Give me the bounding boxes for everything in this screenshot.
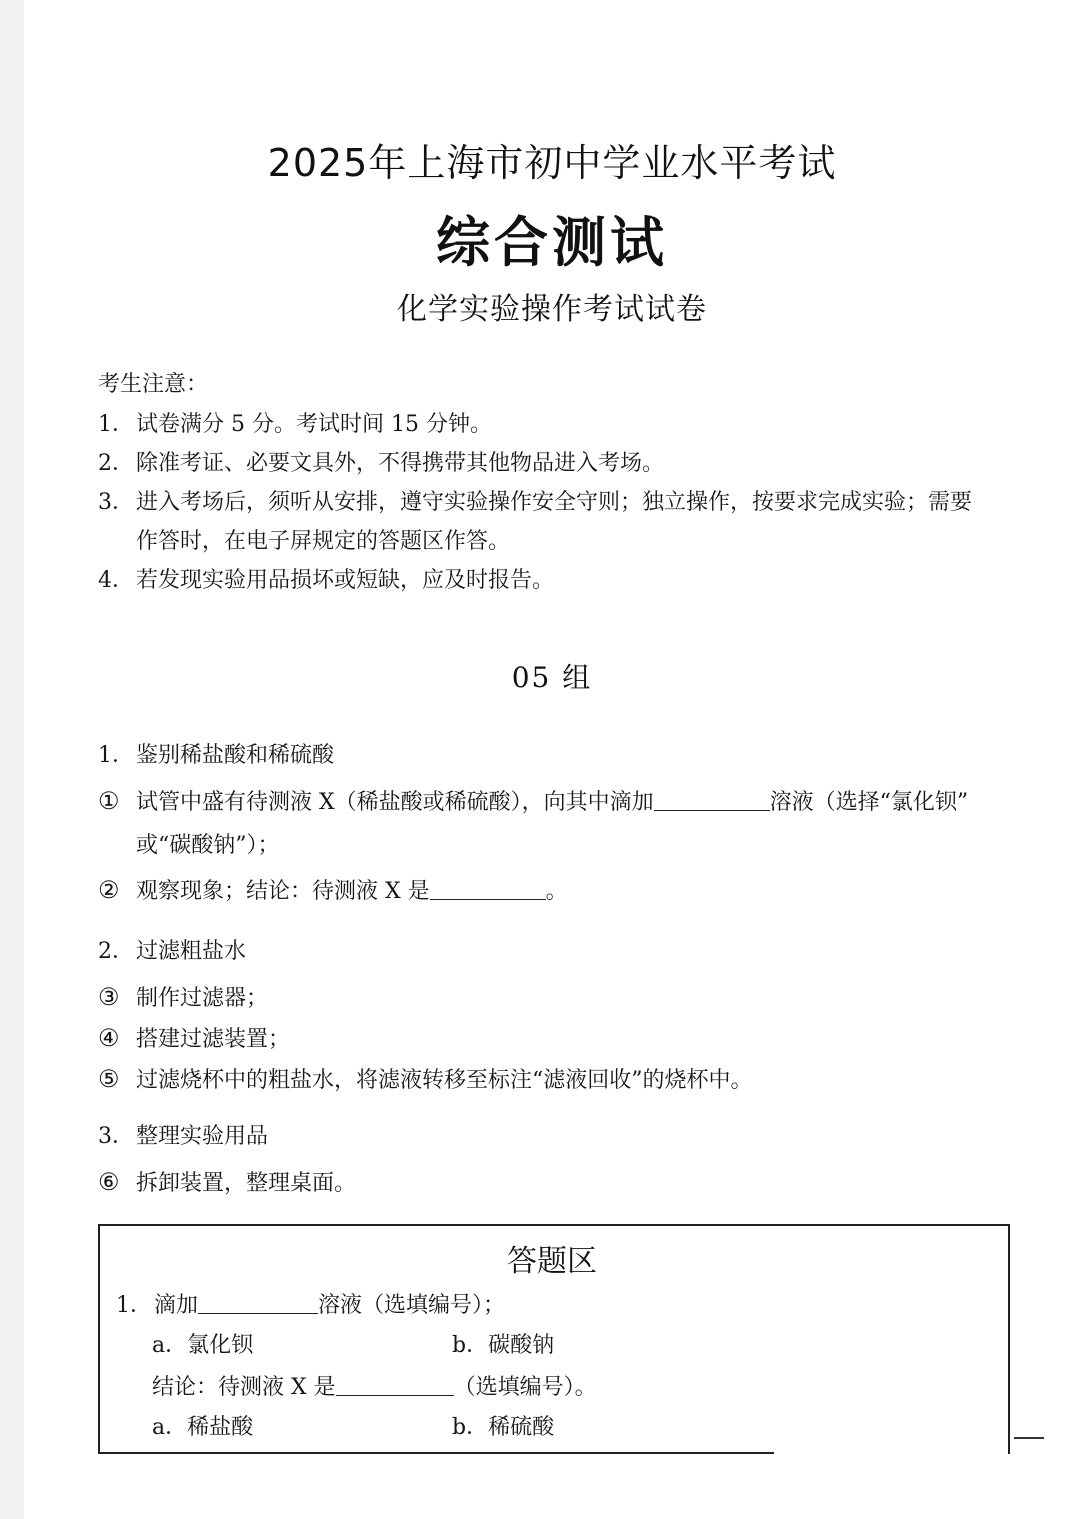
answer-question-1 xyxy=(116,1291,505,1320)
task-number: 1． xyxy=(98,743,134,768)
step-text: 。 xyxy=(545,879,568,904)
task-2-step-5 xyxy=(98,1065,753,1095)
step-marker: ① xyxy=(98,787,120,815)
step-text: 拆卸装置，整理桌面。 xyxy=(136,1171,357,1196)
task-1-heading xyxy=(98,742,334,770)
exam-subject: 综合测试 xyxy=(436,211,668,274)
step-marker: ⑤ xyxy=(98,1065,120,1093)
task-3-step-6 xyxy=(98,1168,356,1198)
task-2-step-4 xyxy=(98,1024,290,1054)
answer-text: 溶液（选填编号）； xyxy=(318,1293,506,1318)
exam-title: 2025年上海市初中学业水平考试 xyxy=(267,141,837,185)
answer-area-title: 答题区 xyxy=(507,1244,597,1279)
task-title: 鉴别稀盐酸和稀硫酸 xyxy=(136,743,335,768)
exam-page xyxy=(24,0,1080,1519)
answer-text: 结论：待测液 X 是 xyxy=(152,1375,336,1400)
task-title: 整理实验用品 xyxy=(136,1124,269,1149)
answer-option-a-hydrochloric-acid: a．稀盐酸 xyxy=(152,1415,254,1440)
answer-option-b-sodium-carbonate: b．碳酸钠 xyxy=(452,1333,555,1358)
task-1-step-2 xyxy=(98,876,568,906)
answer-option-a-barium-chloride: a．氯化钡 xyxy=(152,1333,254,1358)
answer-blank-2[interactable] xyxy=(336,1373,454,1396)
task-number: 3． xyxy=(98,1124,134,1149)
answer-area-bottom-border xyxy=(98,1452,774,1454)
task-3-heading xyxy=(98,1123,268,1151)
answer-text: 滴加 xyxy=(154,1293,199,1318)
task-1-step-1-continued: 或“碳酸钠”）； xyxy=(136,833,280,858)
notice-item-text: 试卷满分 5 分。考试时间 15 分钟。 xyxy=(136,412,492,437)
step-text: 试管中盛有待测液 X（稀盐酸或稀硫酸），向其中滴加 xyxy=(136,790,654,815)
group-label: 05 组 xyxy=(511,661,593,694)
notice-item-1 xyxy=(98,411,492,439)
notice-item-number: 2． xyxy=(98,451,134,476)
edge-mark xyxy=(1014,1437,1044,1439)
task-1-step-1 xyxy=(98,787,968,817)
step-text: 溶液（选择“氯化钡” xyxy=(769,790,969,815)
step-marker: ⑥ xyxy=(98,1168,120,1196)
answer-number: 1． xyxy=(116,1293,152,1318)
fill-in-blank xyxy=(430,877,546,900)
notice-item-text: 除准考证、必要文具外，不得携带其他物品进入考场。 xyxy=(136,451,665,476)
step-marker: ④ xyxy=(98,1024,120,1052)
exam-paper-name: 化学实验操作考试试卷 xyxy=(397,292,707,327)
notice-item-number: 4． xyxy=(98,568,134,593)
notice-item-2 xyxy=(98,450,664,478)
answer-conclusion xyxy=(152,1373,597,1402)
notice-item-number: 3． xyxy=(98,490,134,515)
notice-item-text: 进入考场后，须听从安排，遵守实验操作安全守则；独立操作，按要求完成实验；需要 xyxy=(136,490,973,515)
notice-item-3-continued: 作答时，在电子屏规定的答题区作答。 xyxy=(136,529,511,554)
answer-blank-1[interactable] xyxy=(198,1291,318,1314)
step-marker: ③ xyxy=(98,983,120,1011)
answer-text: （选填编号）。 xyxy=(453,1375,597,1400)
fill-in-blank xyxy=(654,788,770,811)
task-2-heading xyxy=(98,938,246,966)
step-text: 过滤烧杯中的粗盐水，将滤液转移至标注“滤液回收”的烧杯中。 xyxy=(136,1068,753,1093)
task-2-step-3 xyxy=(98,983,268,1013)
notice-item-text: 若发现实验用品损坏或短缺，应及时报告。 xyxy=(136,568,555,593)
answer-option-b-sulfuric-acid: b．稀硫酸 xyxy=(452,1415,555,1440)
notice-item-4 xyxy=(98,567,554,595)
step-text: 搭建过滤装置； xyxy=(136,1027,291,1052)
notice-item-number: 1． xyxy=(98,412,134,437)
task-title: 过滤粗盐水 xyxy=(136,939,247,964)
step-marker: ② xyxy=(98,876,120,904)
task-number: 2． xyxy=(98,939,134,964)
notice-item-3 xyxy=(98,489,972,517)
step-text: 制作过滤器； xyxy=(136,986,269,1011)
step-text: 观察现象；结论：待测液 X 是 xyxy=(136,879,430,904)
notice-heading: 考生注意： xyxy=(98,372,209,397)
